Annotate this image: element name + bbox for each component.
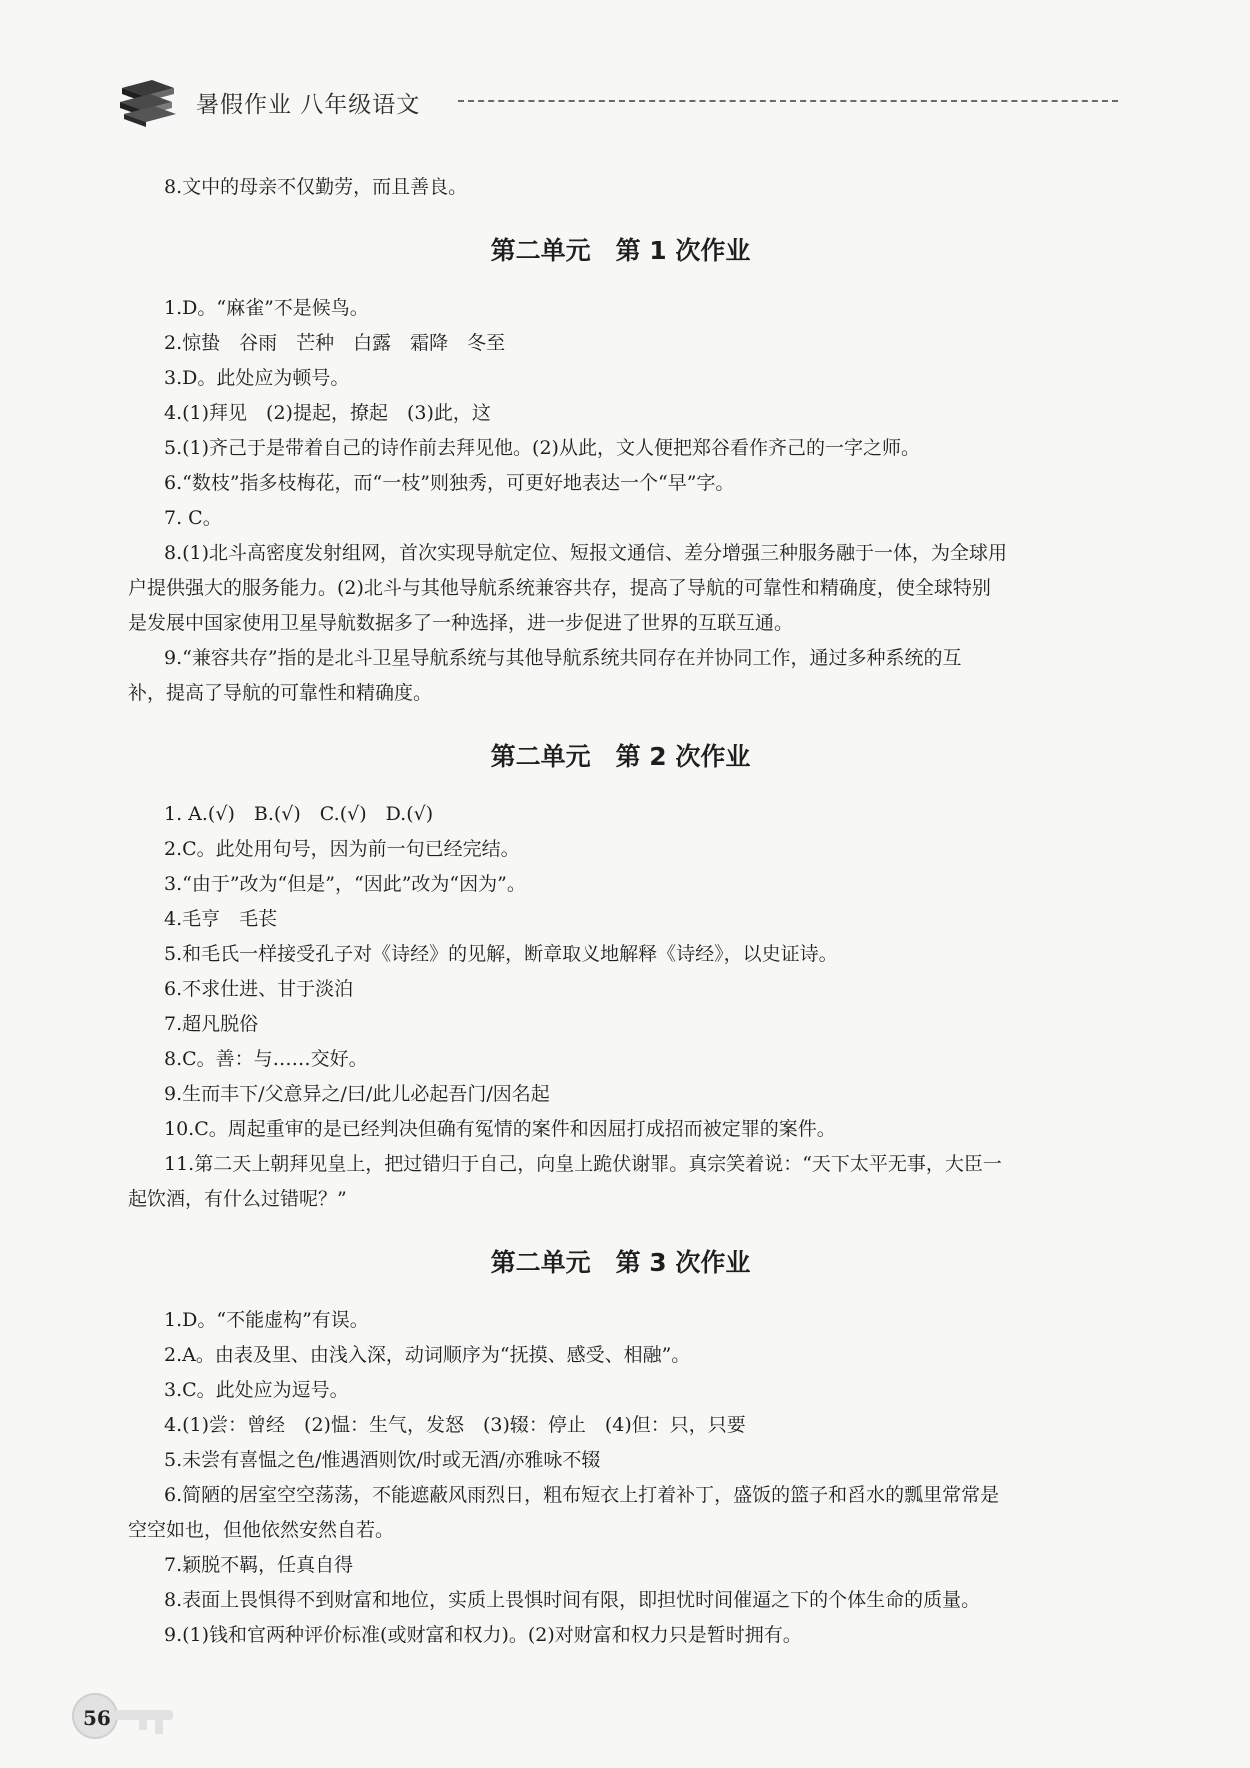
answer-line: 户提供强大的服务能力。(2)北斗与其他导航系统兼容共存，提高了导航的可靠性和精确度，使全球特别 <box>128 577 991 599</box>
answer-line: 1. A.(√) B.(√) C.(√) D.(√) <box>164 803 434 825</box>
answer-line: 2.C。此处用句号，因为前一句已经完结。 <box>164 838 520 860</box>
answer-line: 3.C。此处应为逗号。 <box>164 1379 349 1401</box>
answer-line: 3.D。此处应为顿号。 <box>164 367 350 389</box>
answer-line: 5.(1)齐己于是带着自己的诗作前去拜见他。(2)从此，文人便把郑谷看作齐己的一字之师。 <box>164 437 920 459</box>
section-title: 第二单元 第 1 次作业 <box>490 236 751 265</box>
page-number: 56 <box>83 1706 111 1730</box>
section-3 <box>128 1243 1113 1653</box>
answer-line: 9.“兼容共存”指的是北斗卫星导航系统与其他导航系统共同存在并协同工作，通过多种系统的互 <box>164 647 962 669</box>
answer-content <box>128 170 1113 1653</box>
answer-line: 空空如也，但他依然安然自若。 <box>128 1519 395 1541</box>
answer-line: 2.惊蛰 谷雨 芒种 白露 霜降 冬至 <box>164 332 506 354</box>
answer-line: 4.(1)尝：曾经 (2)愠：生气，发怒 (3)辍：停止 (4)但：只，只要 <box>164 1414 746 1436</box>
answer-line: 8.文中的母亲不仅勤劳，而且善良。 <box>164 176 468 198</box>
answer-line: 8.(1)北斗高密度发射组网，首次实现导航定位、短报文通信、差分增强三种服务融于一体，为全球用 <box>164 542 1008 564</box>
answer-line: 6.“数枝”指多枝梅花，而“一枝”则独秀，可更好地表达一个“早”字。 <box>164 472 735 494</box>
answer-line: 起饮酒，有什么过错呢？” <box>128 1188 347 1210</box>
section-title: 第二单元 第 3 次作业 <box>490 1248 751 1277</box>
answer-line: 10.C。周起重审的是已经判决但确有冤情的案件和因屈打成招而被定罪的案件。 <box>164 1118 836 1140</box>
header-title: 暑假作业 八年级语文 <box>196 92 421 118</box>
answer-line: 8.表面上畏惧得不到财富和地位，实质上畏惧时间有限，即担忧时间催逼之下的个体生命的质量。 <box>164 1589 981 1611</box>
answer-line: 11.第二天上朝拜见皇上，把过错归于自己，向皇上跪伏谢罪。真宗笑着说：“天下太平无事，大臣一 <box>164 1153 1002 1175</box>
page-header <box>118 70 1118 130</box>
page-footer <box>65 1688 185 1744</box>
section-1 <box>128 231 1113 711</box>
header-divider <box>458 100 1118 102</box>
answer-line: 5.未尝有喜愠之色/惟遇酒则饮/时或无酒/亦雅咏不辍 <box>164 1449 601 1471</box>
answer-line: 4.(1)拜见 (2)提起，撩起 (3)此，这 <box>164 402 491 424</box>
answer-line: 8.C。善：与……交好。 <box>164 1048 368 1070</box>
answer-line: 7.超凡脱俗 <box>164 1013 259 1035</box>
books-icon <box>118 74 178 128</box>
answer-line: 7.颖脱不羁，任真自得 <box>164 1554 354 1576</box>
answer-line: 9.生而丰下/父意异之/曰/此儿必起吾门/因名起 <box>164 1083 550 1105</box>
answer-line: 3.“由于”改为“但是”，“因此”改为“因为”。 <box>164 873 526 895</box>
section-title: 第二单元 第 2 次作业 <box>490 742 751 771</box>
answer-line: 2.A。由表及里、由浅入深，动词顺序为“抚摸、感受、相融”。 <box>164 1344 691 1366</box>
answer-line: 6.不求仕进、甘于淡泊 <box>164 978 354 1000</box>
answer-line: 4.毛亨 毛苌 <box>164 908 278 930</box>
answer-line: 补，提高了导航的可靠性和精确度。 <box>128 682 433 704</box>
answer-line: 是发展中国家使用卫星导航数据多了一种选择，进一步促进了世界的互联互通。 <box>128 612 794 634</box>
answer-line: 5.和毛氏一样接受孔子对《诗经》的见解，断章取义地解释《诗经》，以史证诗。 <box>164 943 838 965</box>
section-2 <box>128 737 1113 1217</box>
answer-line: 1.D。“不能虚构”有误。 <box>164 1309 369 1331</box>
answer-line: 7. C。 <box>164 507 222 529</box>
answer-line: 1.D。“麻雀”不是候鸟。 <box>164 297 369 319</box>
answer-line: 6.简陋的居室空空荡荡，不能遮蔽风雨烈日，粗布短衣上打着补丁，盛饭的篮子和舀水的瓢里常常是 <box>164 1484 1000 1506</box>
answer-line: 9.(1)钱和官两种评价标准(或财富和权力)。(2)对财富和权力只是暂时拥有。 <box>164 1624 802 1646</box>
